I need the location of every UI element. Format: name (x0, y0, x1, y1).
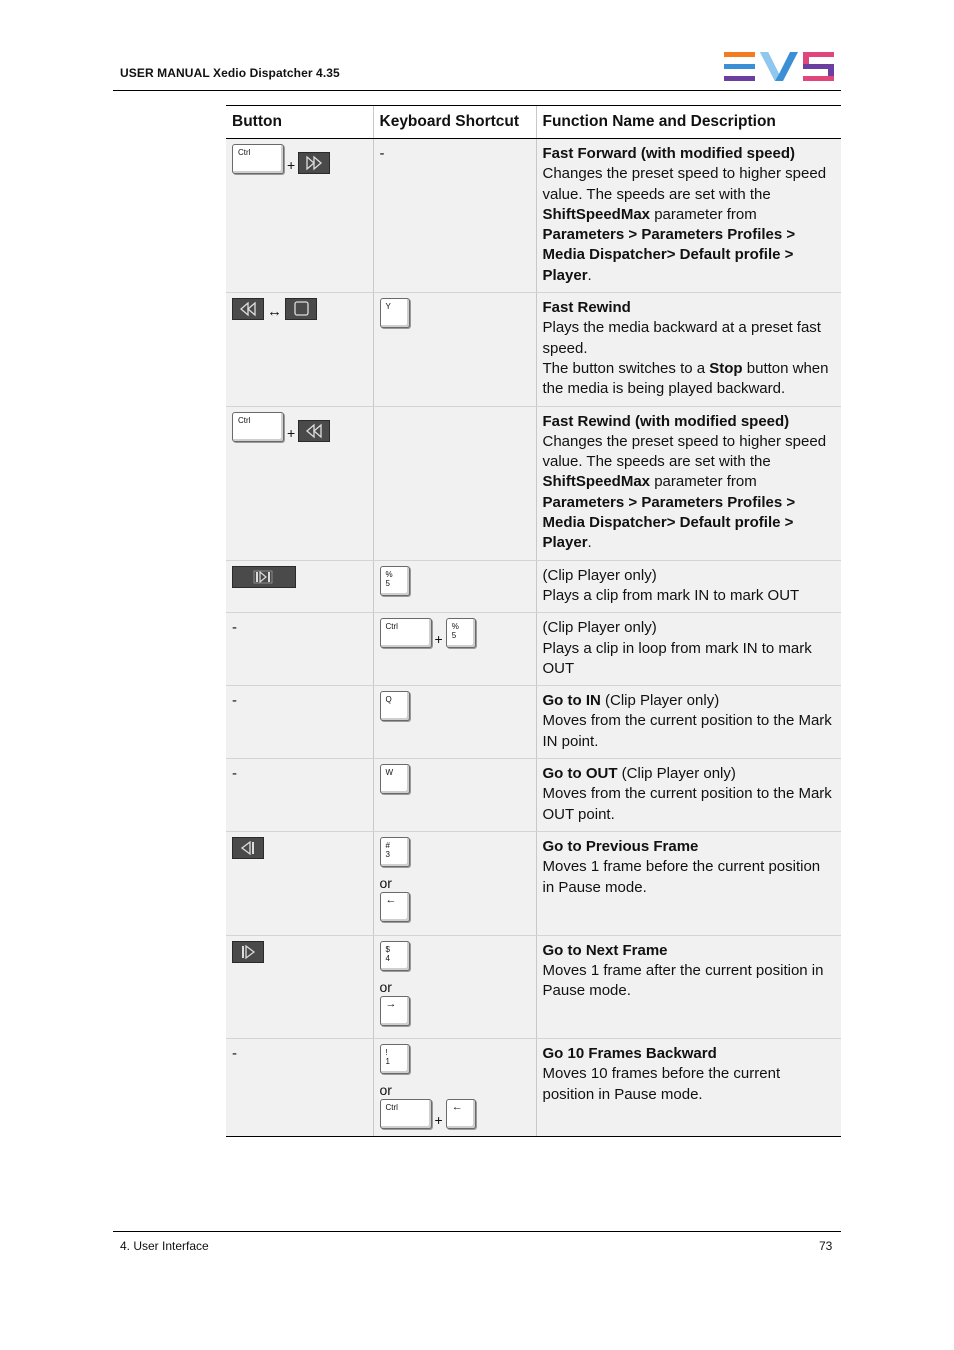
function-title: Go to Previous Frame (542, 837, 699, 855)
function-cell: Go to Previous Frame Moves 1 frame before the current position in Pause mode. (536, 831, 841, 935)
table-row (226, 935, 841, 1039)
table-row (226, 406, 841, 560)
five-key-icon: % 5 (380, 566, 410, 596)
column-header-function: Function Name and Description (536, 106, 841, 139)
column-header-button: Button (226, 106, 373, 139)
header-rule (113, 90, 841, 91)
button-cell (226, 831, 373, 935)
button-cell: - (226, 686, 373, 759)
button-cell: - (226, 613, 373, 686)
q-key-icon: Q (380, 691, 410, 721)
document-title: USER MANUAL Xedio Dispatcher 4.35 (120, 66, 340, 80)
shortcut-cell (373, 406, 536, 560)
stop-icon (285, 298, 317, 320)
function-cell: Go 10 Frames Backward Moves 10 frames before the current position in Pause mode. (536, 1039, 841, 1137)
function-cell: Go to IN (Clip Player only) Moves from the current position to the Mark IN point. (536, 686, 841, 759)
table-row (226, 831, 841, 935)
shortcut-cell: ! 1 or Ctrl + ← (373, 1039, 536, 1137)
four-key-icon: $ 4 (380, 941, 410, 971)
left-arrow-key-icon: ← (380, 892, 410, 922)
shortcut-cell: # 3 or ← (373, 831, 536, 935)
function-title: Fast Rewind (542, 299, 631, 317)
ctrl-key-icon: Ctrl (232, 144, 284, 174)
ctrl-key-icon: Ctrl (380, 618, 432, 648)
function-cell: Go to Next Frame Moves 1 frame after the current position in Pause mode. (536, 935, 841, 1039)
table-header-row (226, 106, 841, 139)
shortcut-cell (373, 560, 536, 613)
button-cell: ↔ (226, 293, 373, 406)
button-cell (226, 560, 373, 613)
evs-logo (724, 52, 834, 82)
ctrl-key-icon: Ctrl (232, 412, 284, 442)
play-in-to-out-icon (232, 566, 296, 588)
three-key-icon: # 3 (380, 837, 410, 867)
table-row (226, 686, 841, 759)
fast-rewind-icon (232, 298, 264, 320)
shortcut-table (226, 105, 841, 1137)
table-row (226, 759, 841, 832)
function-title: Fast Rewind (with modified speed) (542, 412, 790, 430)
function-cell: (Clip Player only) Plays a clip in loop from mark IN to mark OUT (536, 613, 841, 686)
five-key-icon: % 5 (446, 618, 476, 648)
function-title: Go to IN (542, 692, 601, 710)
function-title: Go 10 Frames Backward (542, 1045, 717, 1063)
table-row (226, 1039, 841, 1137)
table-row (226, 560, 841, 613)
shortcut-cell: Ctrl + % 5 (373, 613, 536, 686)
function-title: Fast Forward (with modified speed) (542, 145, 796, 162)
ctrl-key-icon: Ctrl (380, 1099, 432, 1129)
button-cell (226, 935, 373, 1039)
fast-forward-icon (298, 152, 330, 174)
shortcut-cell (373, 293, 536, 406)
footer-rule (113, 1231, 841, 1232)
function-title: Go to OUT (542, 765, 618, 783)
table-row (226, 613, 841, 686)
table-row (226, 293, 841, 406)
function-cell: Fast Forward (with modified speed) Changes the preset speed to higher speed value. The speeds are set with the ShiftSpeedMax parameter from Parameters > Parameters Profiles > Media Dispatcher> Default profile > Player. (536, 139, 841, 293)
shortcut-cell (373, 686, 536, 759)
function-title: Go to Next Frame (542, 941, 668, 959)
footer-section: 4. User Interface (120, 1239, 209, 1253)
one-key-icon: ! 1 (380, 1044, 410, 1074)
button-cell: - (226, 1039, 373, 1137)
function-cell: Fast Rewind (with modified speed) Changes the preset speed to higher speed value. The speeds are set with the ShiftSpeedMax parameter from Parameters > Parameters Profiles > Media Dispatcher> Default profile > Player. (536, 406, 841, 560)
button-cell: Ctrl + (226, 406, 373, 560)
y-key-icon: Y (380, 298, 410, 328)
function-cell: Fast Rewind Plays the media backward at a preset fast speed. The button switches to a Stop button when the media is being played backward. (536, 293, 841, 406)
shortcut-cell: - (373, 139, 536, 293)
table-row (226, 139, 841, 293)
right-arrow-key-icon: → (380, 996, 410, 1026)
column-header-shortcut: Keyboard Shortcut (373, 106, 536, 139)
next-frame-icon (232, 941, 264, 963)
button-cell: Ctrl + (226, 139, 373, 293)
previous-frame-icon (232, 837, 264, 859)
function-cell: (Clip Player only) Plays a clip from mark IN to mark OUT (536, 560, 841, 613)
page-number: 73 (819, 1239, 833, 1253)
button-cell: - (226, 759, 373, 832)
function-cell: Go to OUT (Clip Player only) Moves from the current position to the Mark OUT point. (536, 759, 841, 832)
fast-rewind-icon (298, 420, 330, 442)
shortcut-cell (373, 759, 536, 832)
shortcut-cell: $ 4 or → (373, 935, 536, 1039)
w-key-icon: W (380, 764, 410, 794)
left-arrow-key-icon: ← (446, 1099, 476, 1129)
